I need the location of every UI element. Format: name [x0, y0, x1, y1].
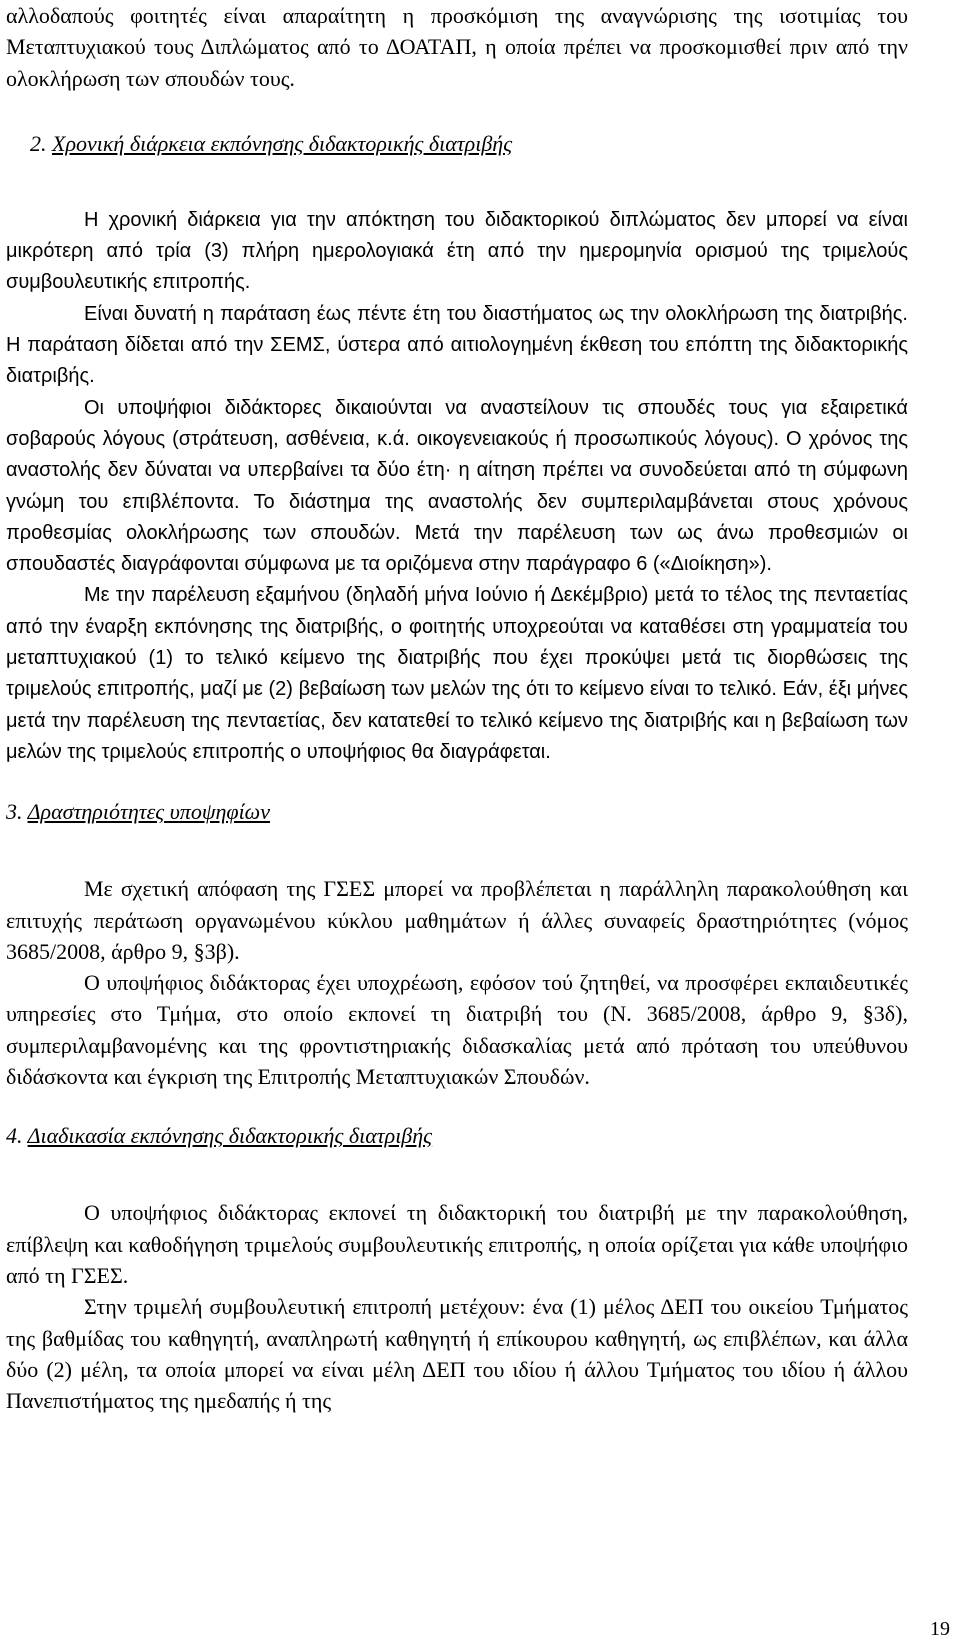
section-2-paragraph-2: Είναι δυνατή η παράταση έως πέντε έτη του διαστήματος ως την ολοκλήρωση της διατριβής. Η παράταση δίδεται από την ΣΕΜΣ, ύστερα από αιτιολογημένη έκθεση του επόπτη της διδακτορικής διατριβής.	[6, 302, 908, 388]
section-2-heading	[6, 128, 908, 159]
section-3-paragraph-2: Ο υποψήφιος διδάκτορας έχει υποχρέωση, εφόσον τού ζητηθεί, να προσφέρει εκπαιδευτικές υπηρεσίες στο Τμήμα, στο οποίο εκπονεί τη διατριβή του (Ν. 3685/2008, άρθρο 9, §3δ), συμπεριλαμβανομένης και της φροντιστηριακής διδασκαλίας μετά από πρόταση του υπεύθυνου διδάσκοντα και έγκριση της Επιτροπής Μεταπτυχιακών Σπουδών.	[6, 970, 908, 1090]
section-4-heading	[6, 1120, 908, 1151]
page-number: 19	[930, 1618, 950, 1640]
section-2-number: 2.	[30, 130, 47, 156]
document-page	[6, 0, 908, 1416]
section-4-paragraph-1: Ο υποψήφιος διδάκτορας εκπονεί τη διδακτορική του διατριβή με την παρακολούθηση, επίβλεψη και καθοδήγηση τριμελούς συμβουλευτικής επιτροπής, η οποία ορίζεται για κάθε υποψήφιο από τη ΓΣΕΣ.	[6, 1200, 908, 1288]
section-4-paragraph-2: Στην τριμελή συμβουλευτική επιτροπή μετέχουν: ένα (1) μέλος ΔΕΠ του οικείου Τμήματος της βαθμίδας του καθηγητή, αναπληρωτή καθηγητή ή επίκουρου καθηγητή, ως επιβλέπων, και άλλα δύο (2) μέλη, τα οποία μπορεί να είναι μέλη ΔΕΠ του ιδίου ή άλλου Τμήματος του ιδίου ή άλλου Πανεπιστήματος της ημεδαπής ή της	[6, 1294, 908, 1414]
section-2-title: Χρονική διάρκεια εκπόνησης διδακτορικής διατριβής	[52, 130, 513, 156]
section-2-paragraph-4: Με την παρέλευση εξαμήνου (δηλαδή μήνα Ιούνιο ή Δεκέμβριο) μετά το τέλος της πενταετίας από την έναρξη εκπόνησης της διατριβής, ο φοιτητής υποχρεούται να καταθέσει στη γραμματεία του μεταπτυχιακού (1) το τελικό κείμενο της διατριβής που έχει προκύψει μετά τις διορθώσεις της τριμελούς επιτροπής, μαζί με (2) βεβαίωση των μελών της ότι το κείμενο είναι το τελικό. Εάν, έξι μήνες μετά την παρέλευση της πενταετίας, δεν κατατεθεί το τελικό κείμενο της διατριβής και η βεβαίωση των μελών της τριμελούς επιτροπής ο υποψήφιος θα διαγράφεται.	[6, 584, 908, 763]
section-4-number: 4.	[6, 1123, 23, 1149]
section-3-number: 3.	[6, 799, 23, 825]
section-2-paragraph-3: Οι υποψήφιοι διδάκτορες δικαιούνται να αναστείλουν τις σπουδές τους για εξαιρετικά σοβαρούς λόγους (στράτευση, ασθένεια, κ.ά. οικογενειακούς ή προσωπικούς λόγους). Ο χρόνος της αναστολής δεν δύναται να υπερβαίνει τα δύο έτη· η αίτηση πρέπει να συνοδεύεται από τη σύμφωνη γνώμη του επιβλέποντα. Το διάστημα της αναστολής δεν συμπεριλαμβάνεται στους χρόνους προθεσμίας ολοκλήρωσης των σπουδών. Μετά την παρέλευση των ως άνω προθεσμιών οι σπουδαστές διαγράφονται σύμφωνα με τα οριζόμενα στην παράγραφο 6 («Διοίκηση»).	[6, 396, 908, 576]
intro-paragraph: αλλοδαπούς φοιτητές είναι απαραίτητη η προσκόμιση της αναγνώρισης της ισοτιμίας του Μεταπτυχιακού τους Διπλώματος από το ΔΟΑΤΑΠ, η οποία πρέπει να προσκομισθεί πριν από την ολοκλήρωση των σπουδών τους.	[6, 3, 908, 91]
section-4-title: Διαδικασία εκπόνησης διδακτορικής διατριβής	[27, 1123, 433, 1149]
section-3-heading	[6, 796, 908, 827]
section-2-paragraph-1: Η χρονική διάρκεια για την απόκτηση του διδακτορικού διπλώματος δεν μπορεί να είναι μικρότερη από τρία (3) πλήρη ημερολογιακά έτη από την ημερομηνία ορισμού της τριμελούς συμβουλευτικής επιτροπής.	[6, 208, 908, 294]
section-3-paragraph-1: Με σχετική απόφαση της ΓΣΕΣ μπορεί να προβλέπεται η παράλληλη παρακολούθηση και επιτυχής περάτωση οργανωμένου κύκλου μαθημάτων ή άλλες συναφείς δραστηριότητες (νόμος 3685/2008, άρθρο 9, §3β).	[6, 876, 908, 964]
section-3-title: Δραστηριότητες υποψηφίων	[27, 799, 270, 825]
